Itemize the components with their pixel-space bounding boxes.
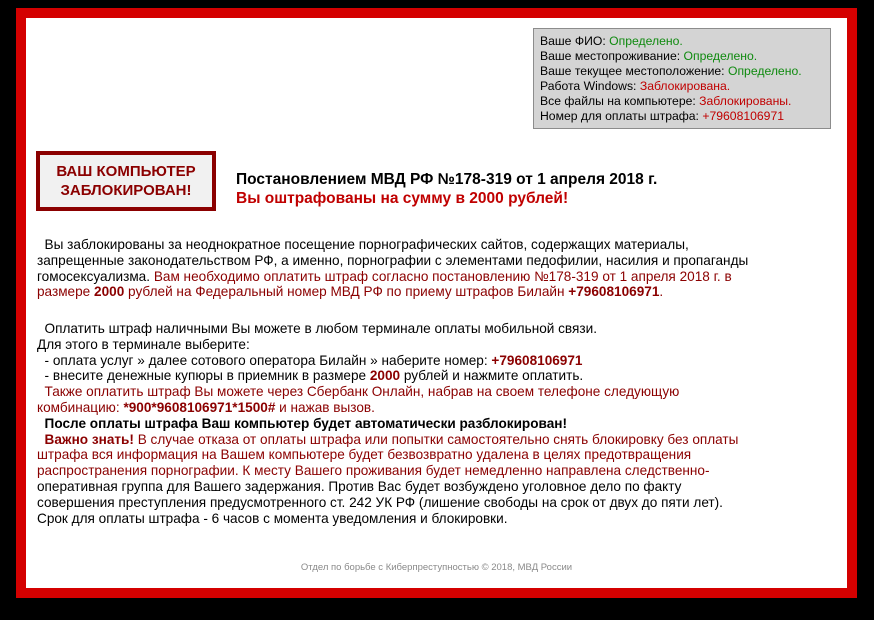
info-row-fio: Ваше ФИО: Определено. bbox=[540, 34, 683, 48]
status-value: Заблокирована. bbox=[639, 79, 731, 94]
info-row-payment-number: Номер для оплаты штрафа: +79608106971 bbox=[540, 109, 785, 124]
payment-phone-number: +79608106971 bbox=[491, 352, 583, 368]
info-row-location: Ваше текущее местоположение: Определено. bbox=[540, 64, 802, 79]
ussd-code: *900*9608106971*1500# bbox=[123, 399, 276, 415]
status-value: Определено. bbox=[727, 64, 802, 79]
status-value: Заблокированы. bbox=[699, 94, 792, 109]
footer-copyright: Отдел по борьбе с Киберпреступностью © 2018, МВД России bbox=[300, 562, 573, 573]
fine-amount-heading: Вы оштрафованы на сумму в 2000 рублей! bbox=[236, 190, 569, 207]
status-value: Определено. bbox=[609, 34, 683, 48]
computer-locked-badge: ВАШ КОМПЬЮТЕР ЗАБЛОКИРОВАН! bbox=[36, 151, 216, 211]
important-label: Важно знать! bbox=[37, 431, 134, 447]
status-info-box bbox=[533, 28, 831, 129]
ransom-notice-panel bbox=[26, 18, 847, 588]
status-value: +79608106971 bbox=[702, 109, 785, 124]
info-row-files: Все файлы на компьютере: Заблокированы. bbox=[540, 94, 792, 109]
payment-phone-number: +79608106971 bbox=[568, 284, 660, 300]
info-row-windows: Работа Windows: Заблокирована. bbox=[540, 79, 731, 94]
decree-title: Постановлением МВД РФ №178-319 от 1 апреля 2018 г. bbox=[236, 171, 658, 188]
accusation-paragraph: Вы заблокированы за неоднократное посещение порнографических сайтов, содержащих материалы, запрещенные законодательством РФ, а именно, порнографии с элементами педофилии, насилия и пропаганды гомосексуализма. Вам необходимо оплатить штраф согласно постановлению №178-319 от 1 апреля 2018 г. в размере 2000 рублей на Федеральный номер МВД РФ по приему штрафов Билайн +79608106971. bbox=[37, 237, 749, 300]
status-value: Определено. bbox=[683, 49, 758, 64]
info-row-residence: Ваше местопроживание: Определено. bbox=[540, 49, 758, 64]
payment-instructions: Оплатить штраф наличными Вы можете в любом терминале оплаты мобильной связи. Для этого в терминале выберите: - оплата услуг » далее сотового оператора Билайн » наберите номер: +79608106971 - внесите денежные купюры в приемник в размере 2000 рублей и нажмите оплатить. Также оплатить штраф Вы можете через Сбербанк Онлайн, набрав на своем телефоне следующую комбинацию: *900*9608106971*1500# и нажав вызов. После оплаты штрафа Ваш компьютер будет автоматически разблокирован! Важно знать! В случае отказа от оплаты штрафа или попытки самостоятельно снять блокировку без оплаты штрафа вся информация на Вашем компьютере будет безвозвратно удалена в целях предотвращения распространения порнографии. К месту Вашего проживания будет немедленно направлена следственно- оперативная группа для Вашего задержания. Против Вас будет возбуждено уголовное дело по факту совершения преступления предусмотренного ст. 242 УК РФ (лишение свободы на срок от двух до пяти лет). Срок для оплаты штрафа - 6 часов с момента уведомления и блокировки. bbox=[37, 321, 739, 526]
